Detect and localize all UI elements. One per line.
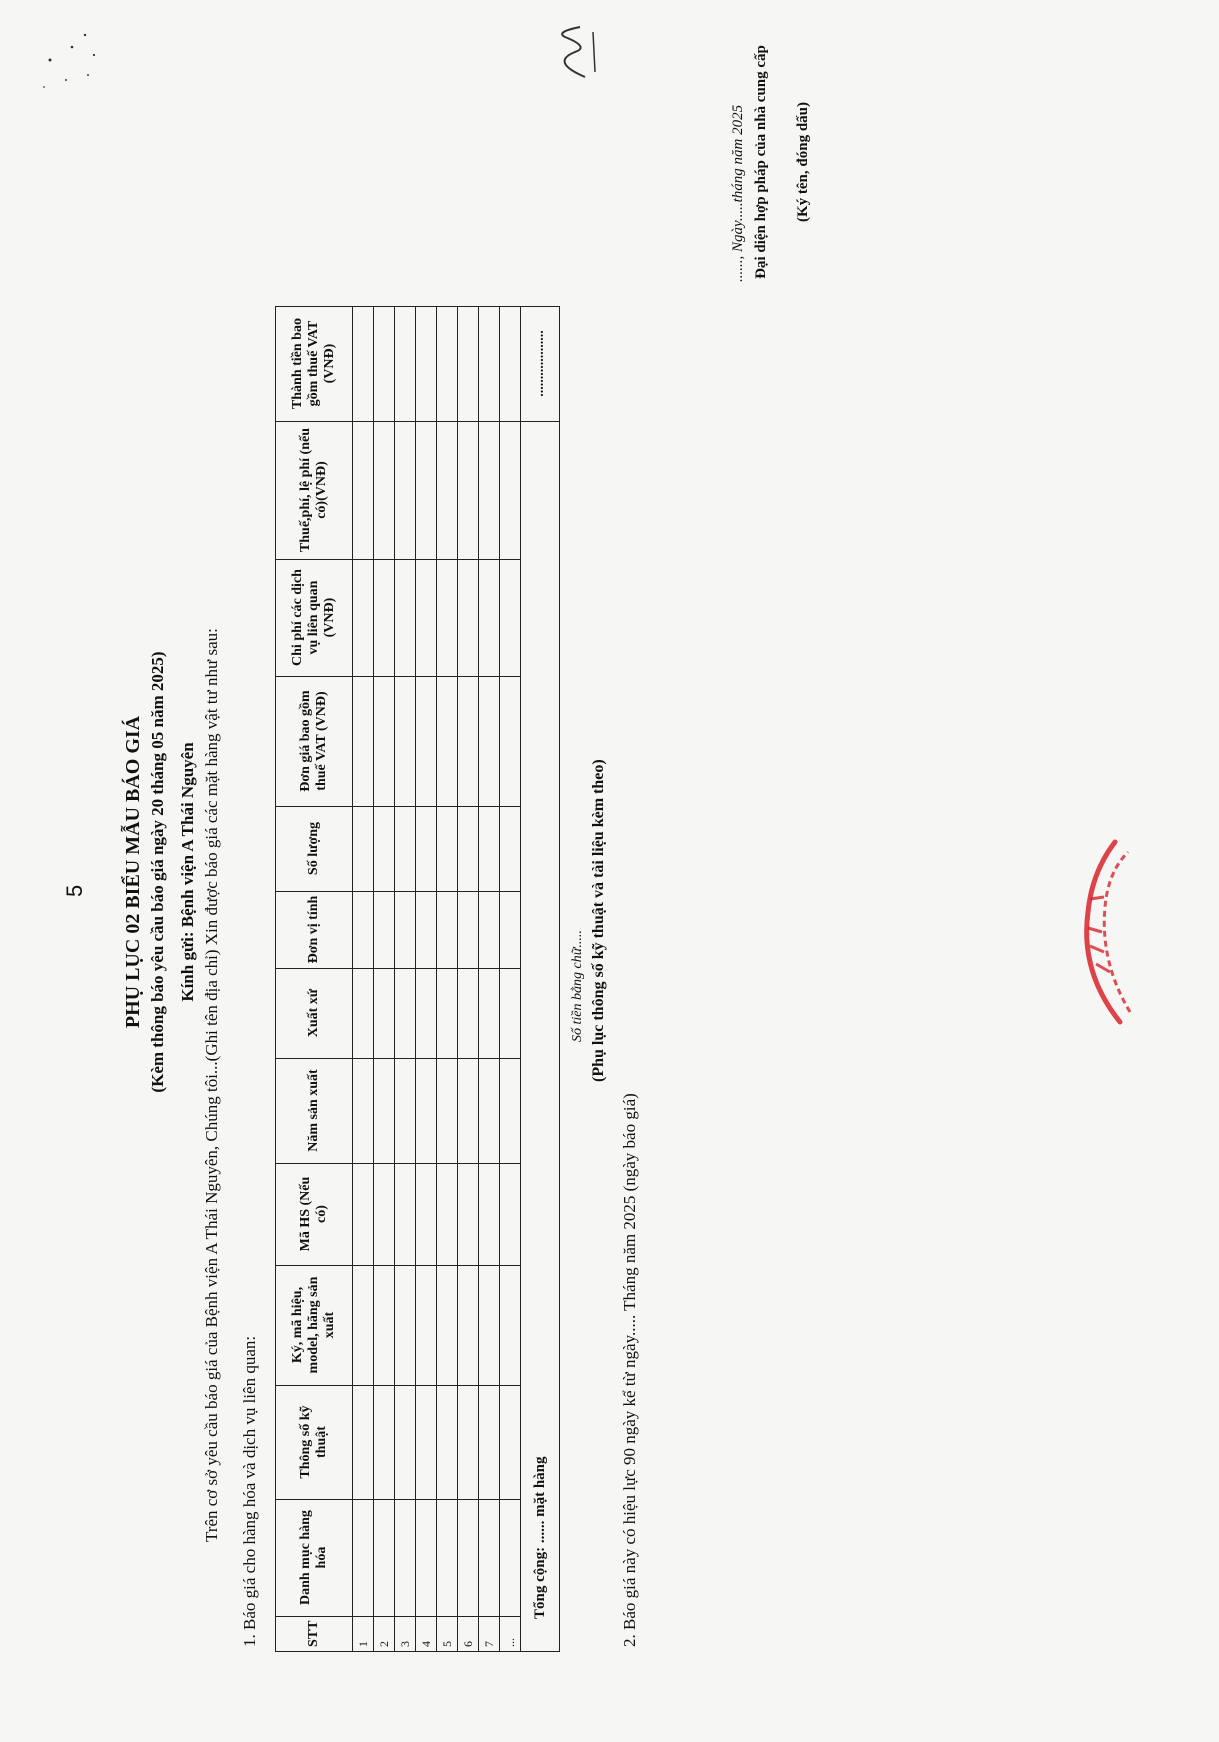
table-row: [437, 306, 458, 1651]
document-subtitle: (Kèm thông báo yêu cầu báo giá ngày 20 tháng 05 năm 2025): [148, 651, 167, 1093]
page-number: 5: [62, 884, 87, 897]
row-number: 2: [374, 1616, 395, 1651]
table-total-row: [521, 306, 560, 1651]
header-model-manufacturer: Ký, mã hiệu, model, hãng sản xuất: [276, 1265, 353, 1385]
row-number: 4: [416, 1616, 437, 1651]
row-number: 1: [353, 1616, 374, 1651]
total-amount: ...................: [521, 306, 560, 421]
table-row: [395, 306, 416, 1651]
header-taxes-fees: Thuế,phí, lệ phí (nếu có)(VNĐ): [276, 421, 353, 559]
red-stamp-fragment: [1060, 832, 1140, 1032]
quotation-table: [275, 306, 560, 1652]
section-1-heading: 1. Báo giá cho hàng hóa và dịch vụ liên quan:: [240, 1335, 259, 1647]
document-title: PHỤ LỤC 02 BIỂU MẪU BÁO GIÁ: [122, 715, 144, 1029]
table-header-row: [276, 306, 353, 1651]
header-year-manufactured: Năm sản xuất: [276, 1058, 353, 1163]
row-number: ...: [500, 1616, 521, 1651]
signature-note: (Ký tên, đóng dấu): [795, 101, 811, 223]
signature-date-line: ......, Ngày.....tháng năm 2025: [730, 104, 746, 282]
header-service-cost: Chi phí các dịch vụ liên quan (VNĐ): [276, 559, 353, 676]
table-row: [479, 306, 500, 1651]
table-row: [374, 306, 395, 1651]
appendix-note: (Phụ lục thông số kỹ thuật và tài liệu kèm theo): [590, 759, 607, 1082]
initial-signature: [545, 22, 605, 82]
table-row: [500, 306, 521, 1651]
header-total-amount: Thành tiền bao gồm thuế VAT (VNĐ): [276, 306, 353, 421]
total-label: Tổng cộng: ...... mặt hàng: [521, 421, 560, 1651]
header-item-category: Danh mục hàng hóa: [276, 1499, 353, 1616]
section-2-validity: 2. Báo giá này có hiệu lực 90 ngày kể từ ngày..... Tháng năm 2025 (ngày báo giá): [620, 1093, 639, 1647]
header-unit-price: Đơn giá bao gồm thuế VAT (VNĐ): [276, 676, 353, 806]
intro-paragraph: Trên cơ sở yêu cầu báo giá của Bệnh viện A Thái Nguyên, Chúng tôi...(Ghi tên địa chỉ) Xin được báo giá các mặt hàng vật tư như sau:: [202, 628, 221, 1542]
row-number: 3: [395, 1616, 416, 1651]
header-quantity: Số lượng: [276, 806, 353, 891]
header-unit: Đơn vị tính: [276, 891, 353, 968]
table-row: [416, 306, 437, 1651]
row-number: 7: [479, 1616, 500, 1651]
table-row: [458, 306, 479, 1651]
row-number: 5: [437, 1616, 458, 1651]
header-stt: STT: [276, 1616, 353, 1651]
signature-role: Đại diện hợp pháp của nhà cung cấp: [753, 45, 769, 279]
recipient-line: Kính gửi: Bệnh viện A Thái Nguyên: [178, 742, 197, 1002]
header-origin: Xuất xứ: [276, 968, 353, 1058]
header-hs-code: Mã HS (Nếu có): [276, 1163, 353, 1265]
row-number: 6: [458, 1616, 479, 1651]
header-technical-specs: Thông số kỹ thuật: [276, 1385, 353, 1499]
table-row: [353, 306, 374, 1651]
amount-in-words: Số tiền bằng chữ.....: [570, 930, 585, 1042]
